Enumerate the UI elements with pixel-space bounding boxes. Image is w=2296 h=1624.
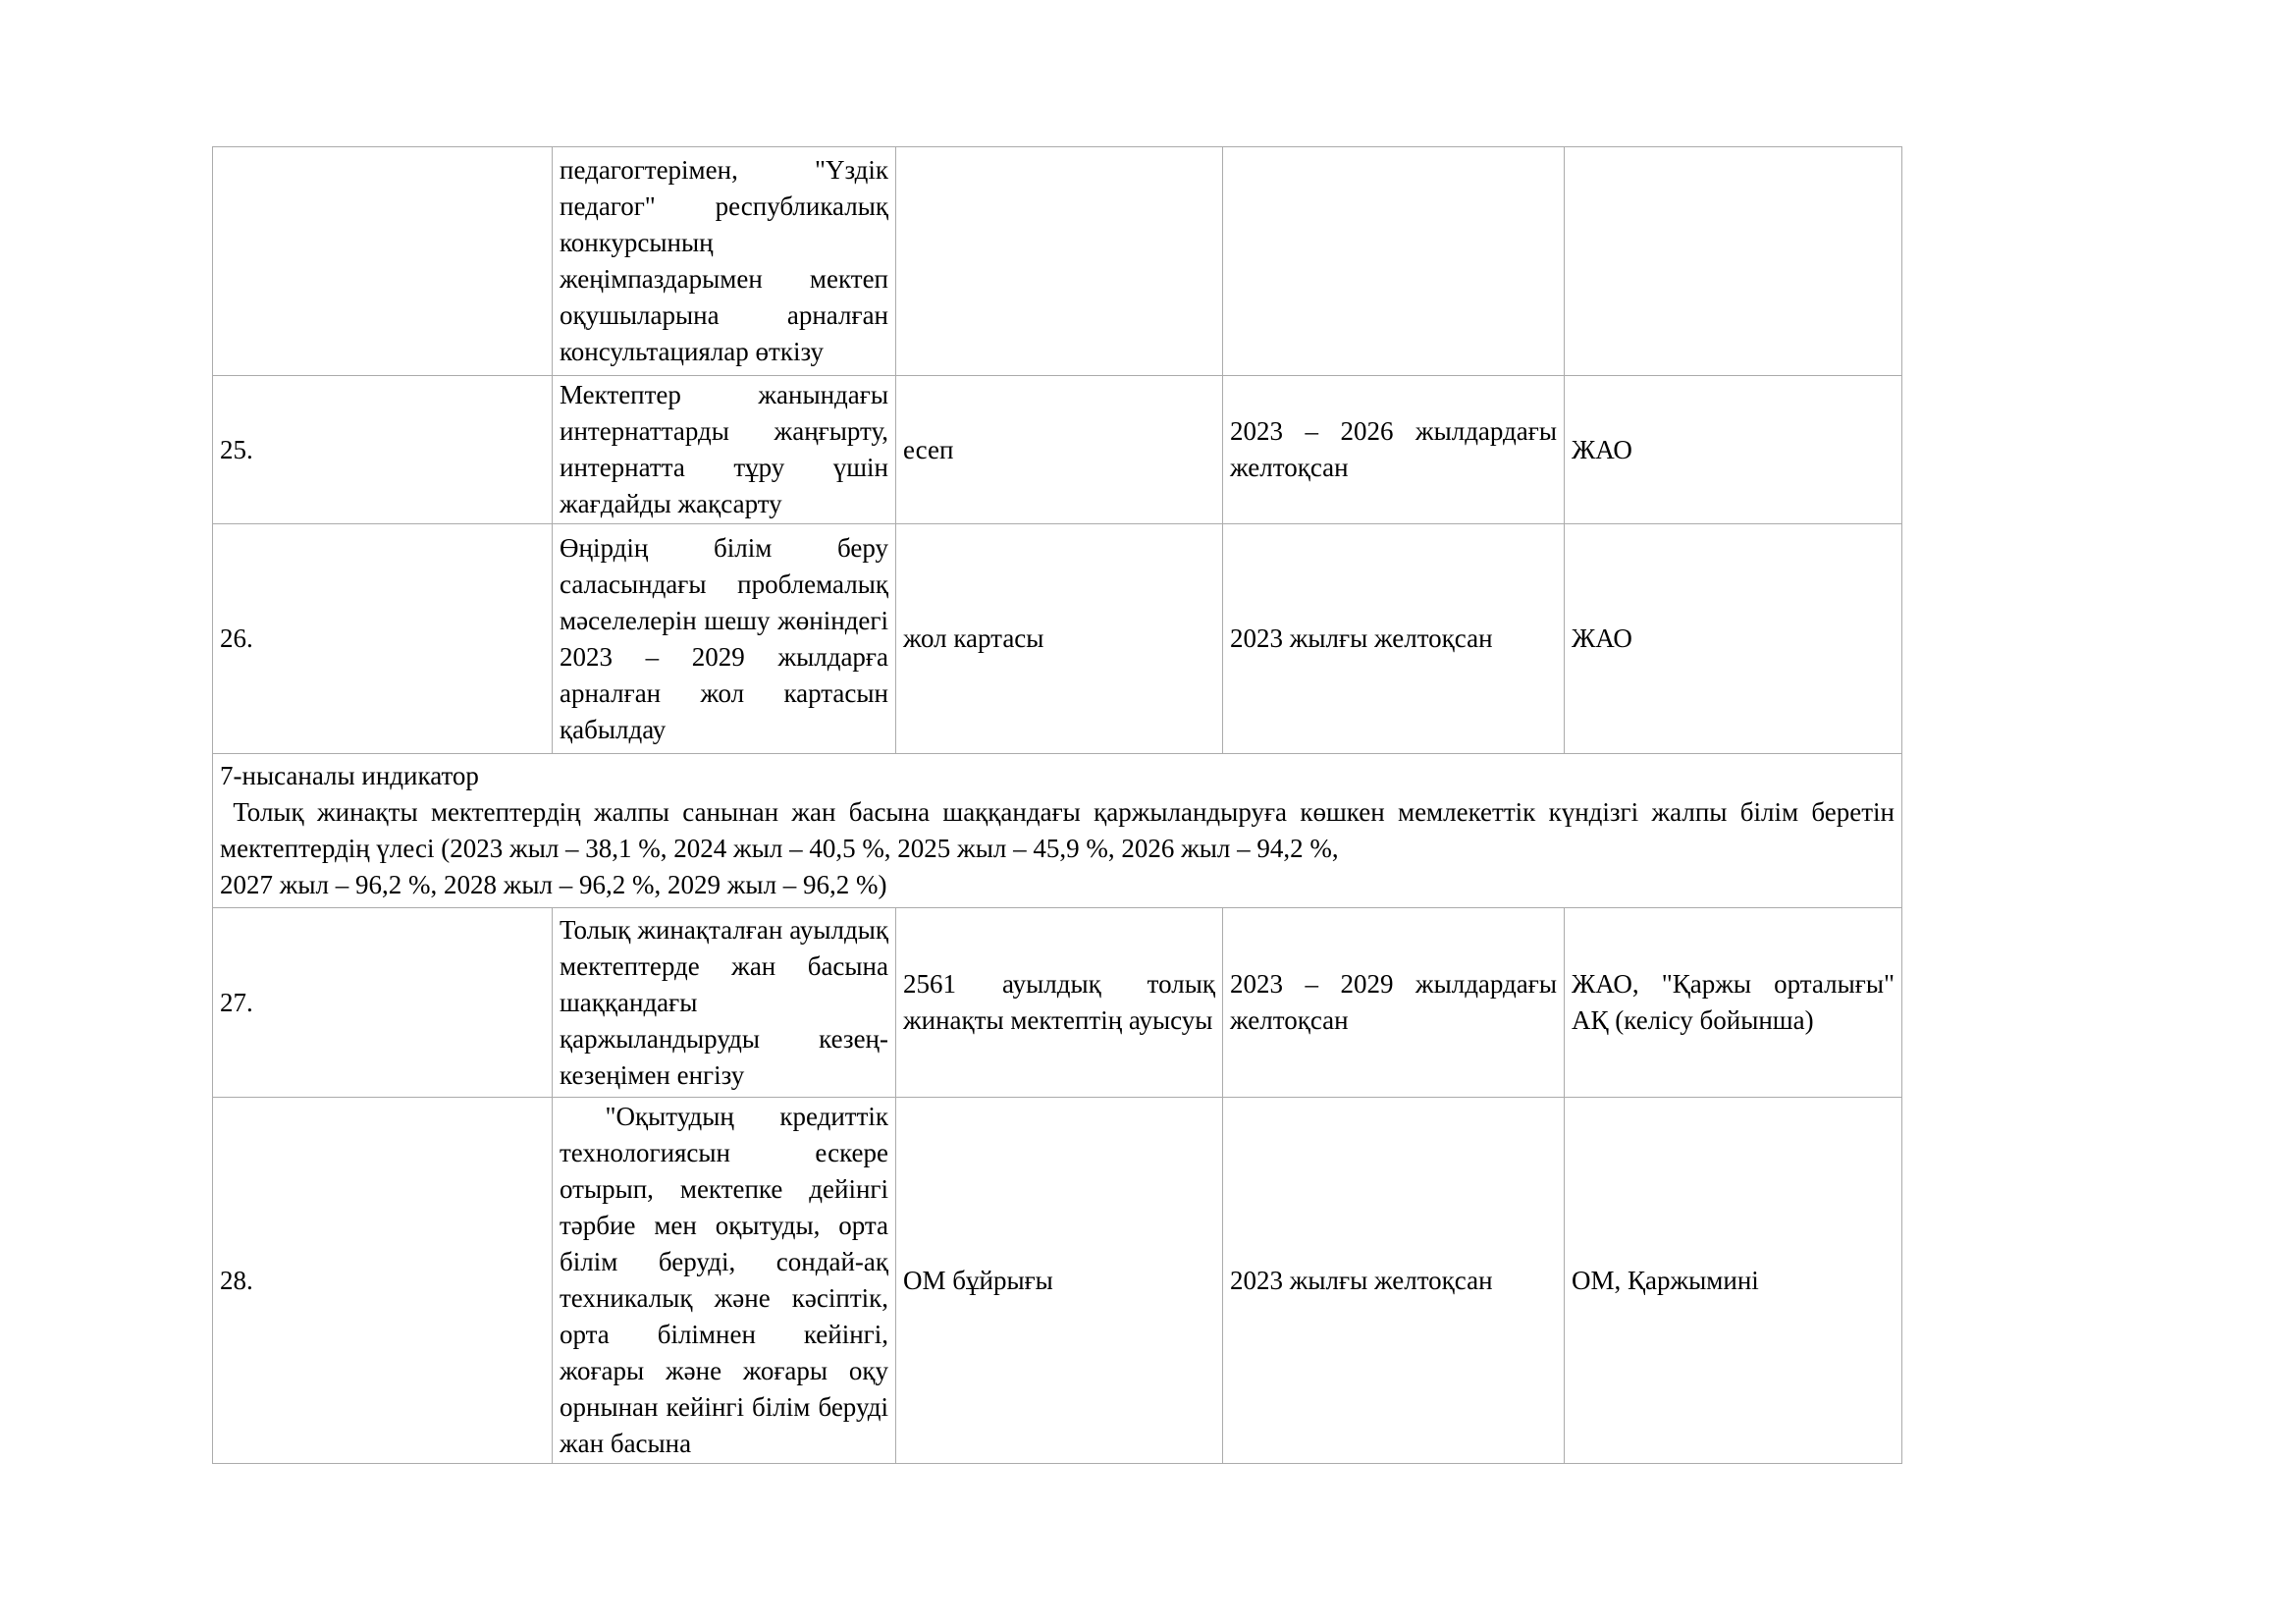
row-number-cell: 26. (213, 524, 553, 754)
row-number-cell: 25. (213, 376, 553, 524)
action-name-cell: "Оқытудың кредиттік технологиясын ескере отырып, мектепке дейінгі тәрбие мен оқытуды, орта білім беруді, сондай-ақ техникалық және кәсіптік, орта білімнен кейінгі, жоғары және жоғары оқу орнынан кейінгі білім беруді жан басына (553, 1098, 896, 1464)
completion-form-cell: ОМ бұйрығы (896, 1098, 1223, 1464)
completion-form-cell: есеп (896, 376, 1223, 524)
indicator-text: Толық жинақты мектептердің жалпы санынан жан басына шаққандағы қаржыландыруға көшкен мемлекеттік күндізгі жалпы білім беретін мектептердің үлесі (2023 жыл – 38,1 %, 2024 жыл – 40,5 %, 2025 жыл – 45,9 %, 2026 жыл – 94,2 %, (220, 797, 1895, 863)
row-number-cell: 27. (213, 908, 553, 1098)
responsible-cell: ЖАО (1565, 524, 1902, 754)
action-name-cell: Мектептер жанындағы интернаттарды жаңғырту, интернатта тұру үшін жағдайды жақсарту (553, 376, 896, 524)
table-row (213, 908, 1902, 1098)
deadline-cell: 2023 – 2029 жылдардағы желтоқсан (1223, 908, 1565, 1098)
action-name-cell: Толық жинақталған ауылдық мектептерде жан басына шаққандағы қаржыландыруды кезең-кезеңімен енгізу (553, 908, 896, 1098)
completion-form-cell (896, 147, 1223, 376)
indicator-title: 7-нысаналы индикатор (220, 761, 479, 790)
deadline-cell (1223, 147, 1565, 376)
row-number-cell (213, 147, 553, 376)
responsible-cell (1565, 147, 1902, 376)
row-number-cell: 28. (213, 1098, 553, 1464)
section-row (213, 754, 1902, 908)
table-row (213, 1098, 1902, 1464)
table-row (213, 376, 1902, 524)
responsible-cell: ЖАО, "Қаржы орталығы" АҚ (келісу бойынша) (1565, 908, 1902, 1098)
completion-form-cell: 2561 ауылдық толық жинақты мектептің ауысуы (896, 908, 1223, 1098)
deadline-cell: 2023 – 2026 жылдардағы желтоқсан (1223, 376, 1565, 524)
deadline-cell: 2023 жылғы желтоқсан (1223, 1098, 1565, 1464)
action-name-cell: Өңірдің білім беру саласындағы проблемалық мәселелерін шешу жөніндегі 2023 – 2029 жылдарға арналған жол картасын қабылдау (553, 524, 896, 754)
responsible-cell: ОМ, Қаржымині (1565, 1098, 1902, 1464)
target-indicator-cell (213, 754, 1902, 908)
table-row (213, 147, 1902, 376)
deadline-cell: 2023 жылғы желтоқсан (1223, 524, 1565, 754)
responsible-cell: ЖАО (1565, 376, 1902, 524)
action-plan-table (212, 146, 1902, 1464)
indicator-text-continued: 2027 жыл – 96,2 %, 2028 жыл – 96,2 %, 2029 жыл – 96,2 %) (220, 870, 887, 899)
table-row (213, 524, 1902, 754)
completion-form-cell: жол картасы (896, 524, 1223, 754)
action-name-cell: педагогтерімен, "Үздік педагог" республикалық конкурсының жеңімпаздарымен мектеп оқушыларына арналған консультациялар өткізу (553, 147, 896, 376)
